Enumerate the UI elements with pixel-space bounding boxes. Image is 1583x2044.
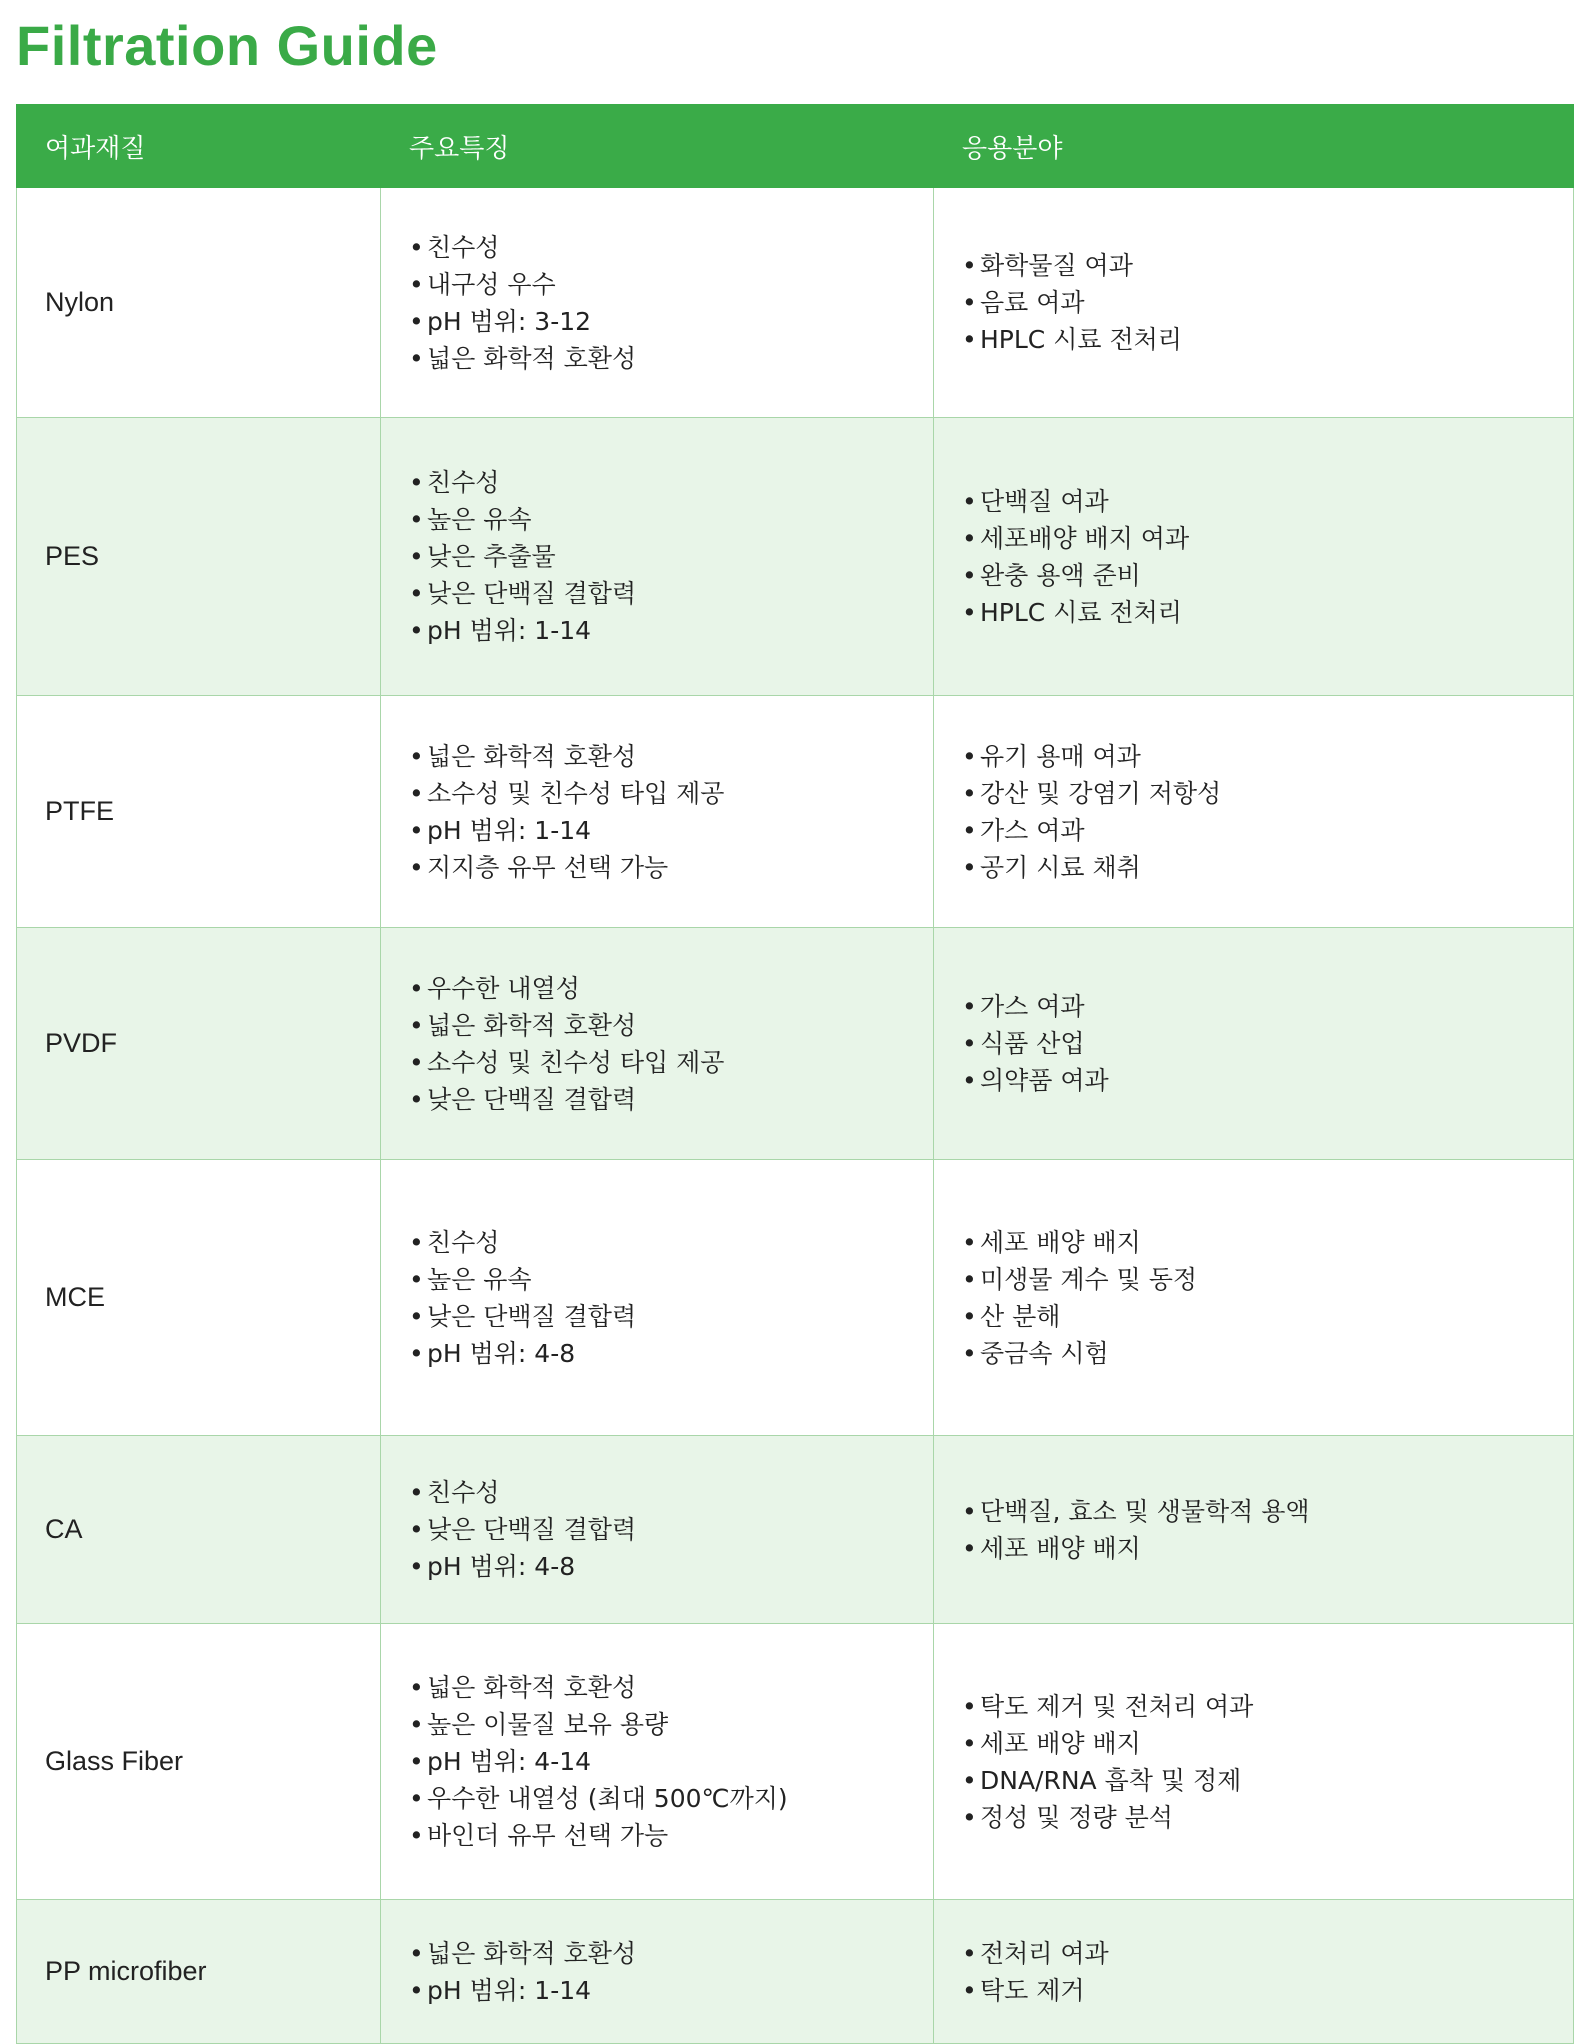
- list-item-text: HPLC 시료 전처리: [980, 325, 1182, 354]
- applications-cell: [934, 1900, 1574, 2044]
- table-row: [17, 928, 1574, 1160]
- list-item-text: 탁도 제거 및 전처리 여과: [980, 1691, 1254, 1721]
- application-item: [962, 1799, 1573, 1836]
- application-item: [962, 594, 1573, 631]
- list-item-text: 낮은 단백질 결합력: [427, 1084, 637, 1114]
- header-material: 여과재질: [17, 105, 381, 188]
- list-item-text: pH 범위: 3-12: [427, 306, 592, 336]
- applications-cell: [934, 1436, 1574, 1624]
- list-item-text: 높은 유속: [427, 505, 532, 534]
- table-row: [17, 1436, 1574, 1624]
- application-item: [962, 1224, 1573, 1261]
- applications-list: [962, 483, 1573, 631]
- application-item: [962, 1298, 1573, 1335]
- application-item: [962, 1261, 1573, 1298]
- application-item: [962, 557, 1573, 594]
- feature-item: [409, 340, 933, 377]
- table-header: [17, 105, 1574, 188]
- features-list: [409, 229, 933, 377]
- page-title: Filtration Guide: [16, 14, 438, 77]
- applications-list: [962, 1224, 1573, 1372]
- features-list: [409, 464, 933, 649]
- application-item: [962, 812, 1573, 849]
- list-item-text: 친수성: [427, 232, 500, 262]
- list-item-text: 친수성: [427, 1227, 500, 1257]
- features-cell: [381, 1624, 934, 1900]
- material-cell: Glass Fiber: [17, 1624, 381, 1900]
- list-item-text: 소수성 및 친수성 타입 제공: [427, 778, 725, 808]
- list-item-text: 세포 배양 배지: [980, 1728, 1141, 1758]
- feature-item: [409, 1224, 933, 1261]
- features-cell: [381, 696, 934, 928]
- header-applications: 응용분야: [934, 105, 1574, 188]
- application-item: [962, 483, 1573, 520]
- feature-item: [409, 1298, 933, 1335]
- table-row: [17, 696, 1574, 928]
- list-item-text: 세포 배양 배지: [980, 1533, 1141, 1563]
- application-item: [962, 321, 1573, 358]
- table-row: [17, 1160, 1574, 1436]
- list-item-text: 음료 여과: [980, 288, 1085, 317]
- application-item: [962, 1062, 1573, 1099]
- feature-item: [409, 1780, 933, 1817]
- material-cell: MCE: [17, 1160, 381, 1436]
- application-item: [962, 1935, 1573, 1972]
- applications-cell: [934, 418, 1574, 696]
- list-item-text: 소수성 및 친수성 타입 제공: [427, 1047, 725, 1077]
- list-item-text: 낮은 단백질 결합력: [427, 1515, 637, 1544]
- list-item-text: 넓은 화학적 호환성: [427, 1010, 637, 1040]
- features-cell: [381, 928, 934, 1160]
- application-item: [962, 1762, 1573, 1799]
- feature-item: [409, 266, 933, 303]
- table-row: [17, 1900, 1574, 2044]
- features-cell: [381, 1900, 934, 2044]
- list-item-text: 강산 및 강염기 저항성: [980, 778, 1222, 808]
- list-item-text: pH 범위: 4-8: [427, 1552, 576, 1581]
- applications-cell: [934, 188, 1574, 418]
- list-item-text: 탁도 제거: [980, 1975, 1085, 2005]
- features-list: [409, 1224, 933, 1372]
- feature-item: [409, 1007, 933, 1044]
- list-item-text: 정성 및 정량 분석: [980, 1802, 1173, 1832]
- list-item-text: 내구성 우수: [427, 269, 556, 299]
- list-item-text: pH 범위: 4-8: [427, 1338, 576, 1368]
- list-item-text: 세포 배양 배지: [980, 1227, 1141, 1257]
- application-item: [962, 1530, 1573, 1567]
- applications-cell: [934, 928, 1574, 1160]
- list-item-text: 유기 용매 여과: [980, 741, 1141, 771]
- list-item-text: 미생물 계수 및 동정: [980, 1264, 1198, 1294]
- applications-list: [962, 1688, 1573, 1836]
- material-cell: CA: [17, 1436, 381, 1624]
- application-item: [962, 520, 1573, 557]
- list-item-text: 넓은 화학적 호환성: [427, 741, 637, 771]
- feature-item: [409, 970, 933, 1007]
- list-item-text: 식품 산업: [980, 1029, 1085, 1058]
- table-row: [17, 188, 1574, 418]
- list-item-text: 바인더 유무 선택 가능: [427, 1821, 669, 1850]
- feature-item: [409, 1511, 933, 1548]
- list-item-text: 단백질 여과: [980, 486, 1109, 516]
- table-row: [17, 1624, 1574, 1900]
- application-item: [962, 1972, 1573, 2009]
- list-item-text: 화학물질 여과: [980, 251, 1133, 280]
- applications-list: [962, 1935, 1573, 2009]
- list-item-text: 산 분해: [980, 1301, 1061, 1331]
- list-item-text: 우수한 내열성 (최대 500℃까지): [427, 1784, 788, 1813]
- feature-item: [409, 303, 933, 340]
- feature-item: [409, 738, 933, 775]
- list-item-text: pH 범위: 1-14: [427, 1975, 592, 2005]
- list-item-text: pH 범위: 1-14: [427, 616, 592, 645]
- applications-cell: [934, 1624, 1574, 1900]
- list-item-text: 낮은 추출물: [427, 542, 556, 571]
- features-list: [409, 1935, 933, 2009]
- list-item-text: 단백질, 효소 및 생물학적 용액: [980, 1496, 1310, 1526]
- applications-list: [962, 738, 1573, 886]
- header-features: 주요특징: [381, 105, 934, 188]
- filtration-table: [16, 104, 1574, 2044]
- applications-cell: [934, 1160, 1574, 1436]
- applications-list: [962, 988, 1573, 1099]
- features-list: [409, 1669, 933, 1854]
- application-item: [962, 284, 1573, 321]
- list-item-text: 가스 여과: [980, 992, 1085, 1021]
- list-item-text: 높은 이물질 보유 용량: [427, 1710, 669, 1739]
- features-cell: [381, 1160, 934, 1436]
- feature-item: [409, 1669, 933, 1706]
- list-item-text: 넓은 화학적 호환성: [427, 1673, 637, 1702]
- features-cell: [381, 418, 934, 696]
- application-item: [962, 849, 1573, 886]
- list-item-text: 의약품 여과: [980, 1066, 1109, 1095]
- feature-item: [409, 1743, 933, 1780]
- list-item-text: 가스 여과: [980, 815, 1085, 845]
- feature-item: [409, 538, 933, 575]
- features-list: [409, 738, 933, 886]
- list-item-text: 우수한 내열성: [427, 973, 580, 1003]
- table-row: [17, 418, 1574, 696]
- list-item-text: 중금속 시험: [980, 1338, 1109, 1368]
- list-item-text: 넓은 화학적 호환성: [427, 1938, 637, 1968]
- application-item: [962, 988, 1573, 1025]
- list-item-text: 친수성: [427, 468, 500, 497]
- table-body: [17, 188, 1574, 2044]
- list-item-text: 낮은 단백질 결합력: [427, 1301, 637, 1331]
- feature-item: [409, 812, 933, 849]
- list-item-text: 공기 시료 채취: [980, 852, 1141, 882]
- feature-item: [409, 1261, 933, 1298]
- list-item-text: DNA/RNA 흡착 및 정제: [980, 1765, 1242, 1795]
- feature-item: [409, 501, 933, 538]
- application-item: [962, 1688, 1573, 1725]
- material-cell: Nylon: [17, 188, 381, 418]
- feature-item: [409, 1044, 933, 1081]
- list-item-text: 높은 유속: [427, 1264, 532, 1294]
- header-row: [17, 105, 1574, 188]
- feature-item: [409, 229, 933, 266]
- feature-item: [409, 1706, 933, 1743]
- list-item-text: pH 범위: 4-14: [427, 1747, 592, 1776]
- material-cell: PES: [17, 418, 381, 696]
- application-item: [962, 1025, 1573, 1062]
- feature-item: [409, 1548, 933, 1585]
- list-item-text: 전처리 여과: [980, 1938, 1109, 1968]
- feature-item: [409, 775, 933, 812]
- list-item-text: 완충 용액 준비: [980, 560, 1141, 590]
- features-cell: [381, 1436, 934, 1624]
- list-item-text: 넓은 화학적 호환성: [427, 343, 637, 373]
- material-cell: PP microfiber: [17, 1900, 381, 2044]
- features-list: [409, 970, 933, 1118]
- feature-item: [409, 849, 933, 886]
- list-item-text: 세포배양 배지 여과: [980, 523, 1190, 553]
- application-item: [962, 1725, 1573, 1762]
- feature-item: [409, 1081, 933, 1118]
- applications-list: [962, 247, 1573, 358]
- feature-item: [409, 1935, 933, 1972]
- list-item-text: HPLC 시료 전처리: [980, 597, 1182, 627]
- feature-item: [409, 464, 933, 501]
- material-cell: PTFE: [17, 696, 381, 928]
- list-item-text: 낮은 단백질 결합력: [427, 579, 637, 608]
- features-cell: [381, 188, 934, 418]
- features-list: [409, 1474, 933, 1585]
- feature-item: [409, 612, 933, 649]
- application-item: [962, 738, 1573, 775]
- feature-item: [409, 575, 933, 612]
- feature-item: [409, 1335, 933, 1372]
- feature-item: [409, 1474, 933, 1511]
- list-item-text: pH 범위: 1-14: [427, 815, 592, 845]
- feature-item: [409, 1972, 933, 2009]
- feature-item: [409, 1817, 933, 1854]
- application-item: [962, 1493, 1573, 1530]
- applications-cell: [934, 696, 1574, 928]
- list-item-text: 지지층 유무 선택 가능: [427, 852, 669, 882]
- applications-list: [962, 1493, 1573, 1567]
- material-cell: PVDF: [17, 928, 381, 1160]
- list-item-text: 친수성: [427, 1478, 500, 1507]
- application-item: [962, 775, 1573, 812]
- application-item: [962, 1335, 1573, 1372]
- application-item: [962, 247, 1573, 284]
